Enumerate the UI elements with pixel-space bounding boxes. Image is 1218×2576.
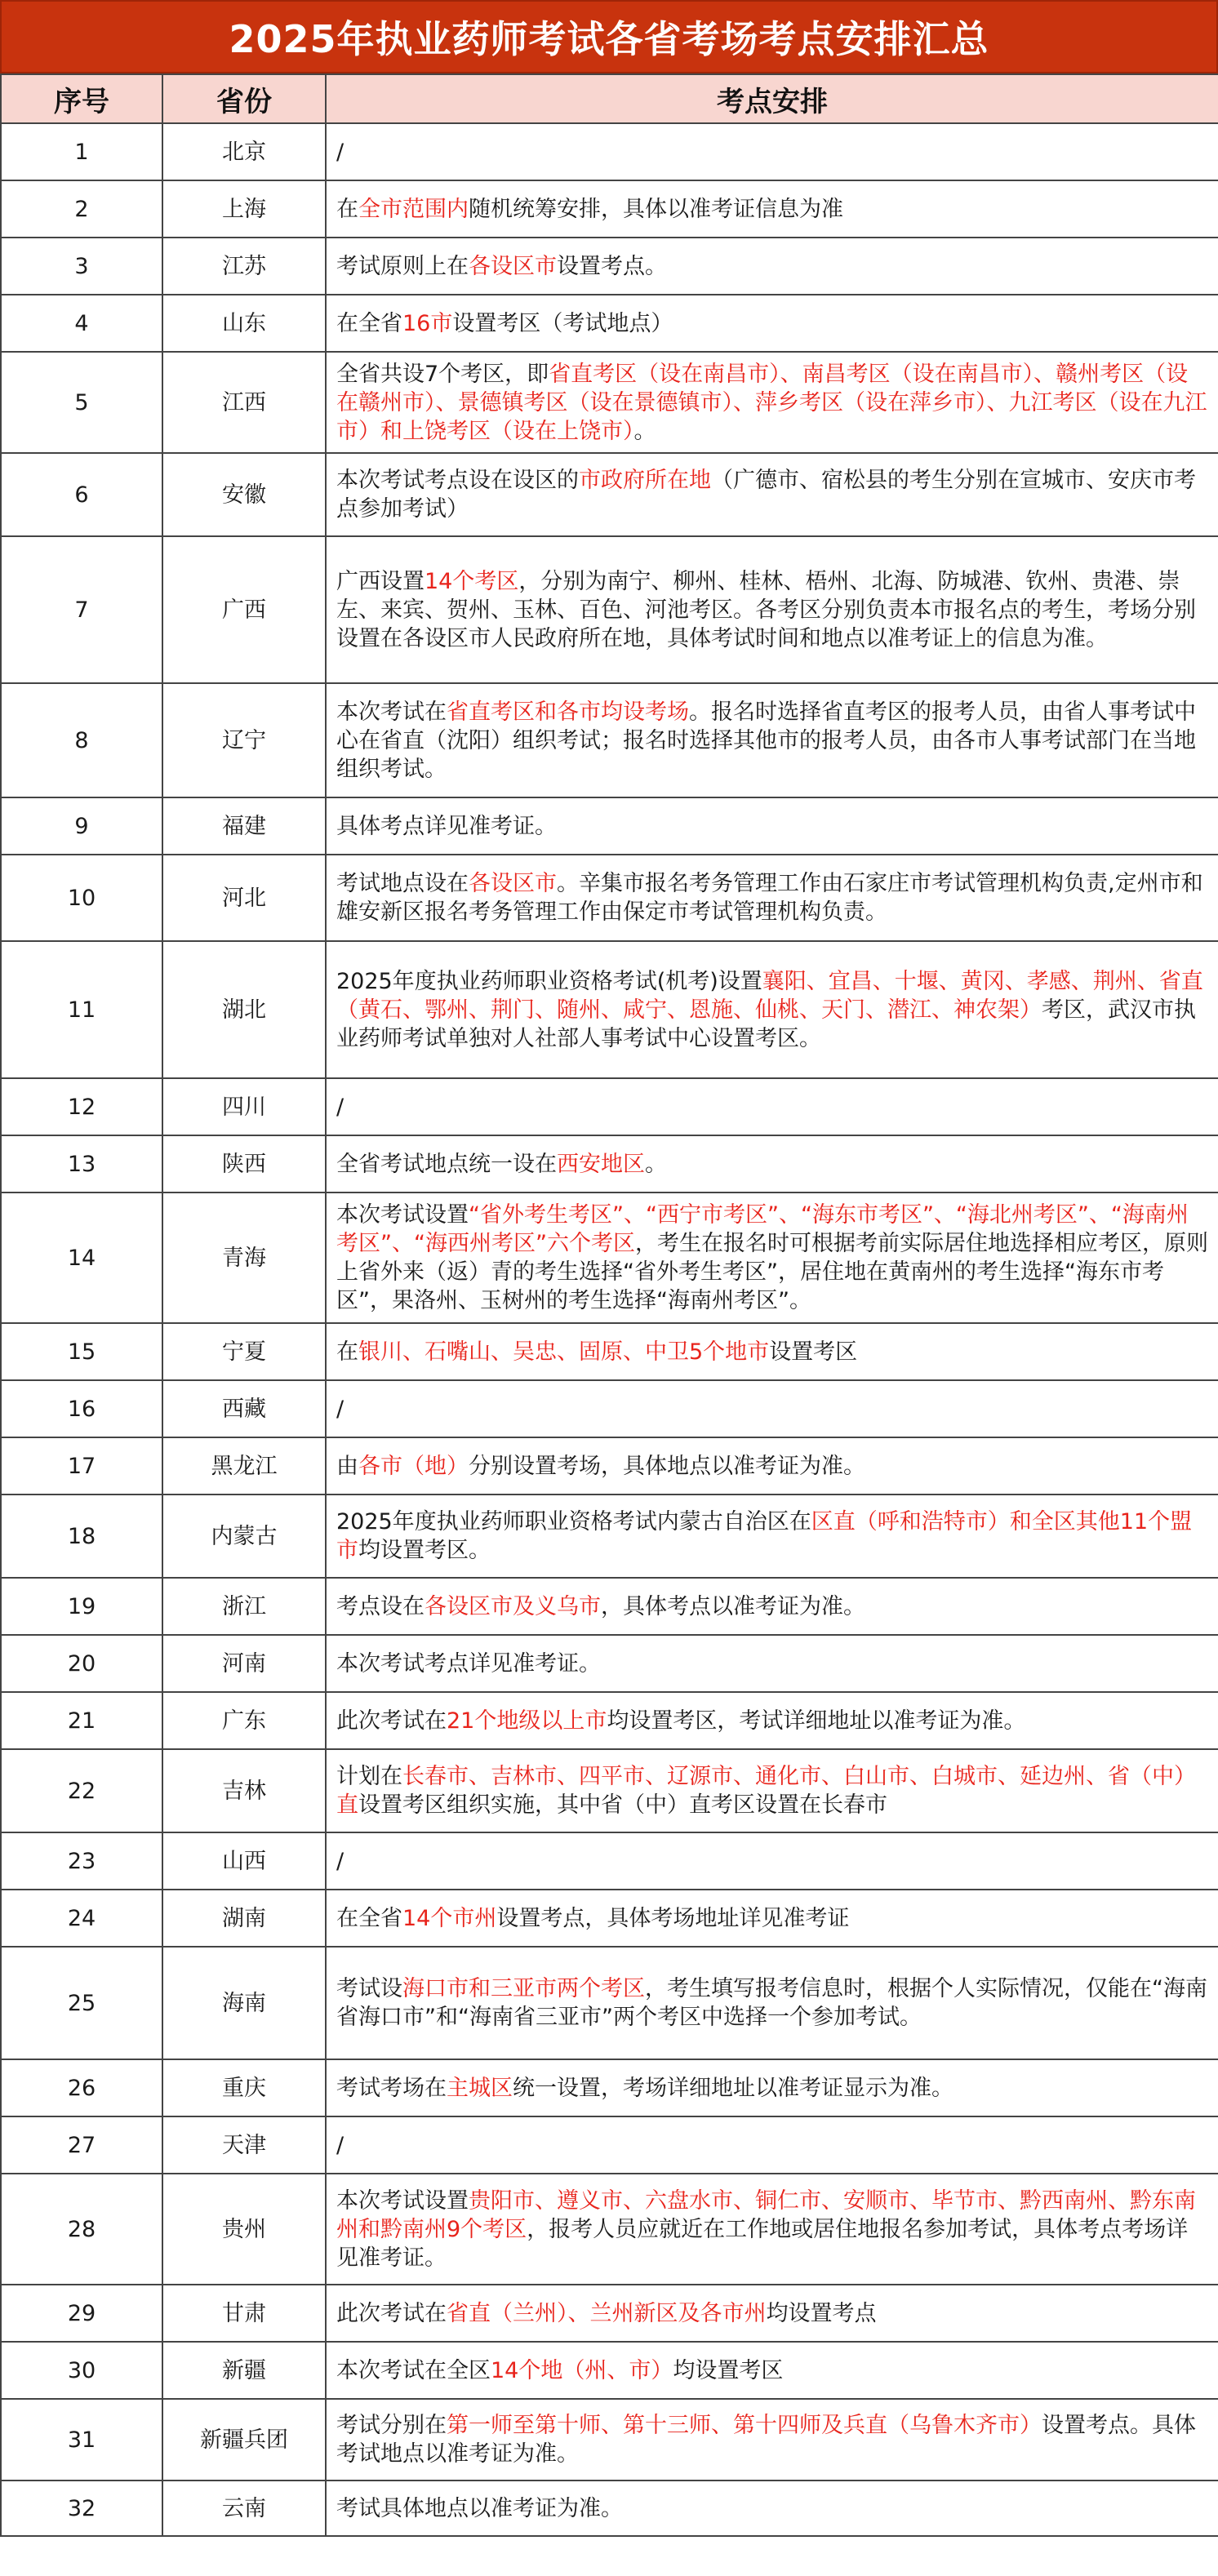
row-number: 14 xyxy=(1,1193,162,1323)
row-arrangement xyxy=(326,2399,1218,2481)
row-number: 29 xyxy=(1,2285,162,2342)
plain-text: 考试具体地点以准考证为准。 xyxy=(336,2495,623,2521)
row-arrangement xyxy=(326,1578,1218,1635)
row-number: 26 xyxy=(1,2059,162,2116)
row-number: 18 xyxy=(1,1495,162,1578)
row-arrangement xyxy=(326,1380,1218,1437)
highlight-text: 西安地区 xyxy=(557,1151,645,1177)
plain-text: ，考生填写报考信息时，根据个人实际情况，仅能在“海南省海口市”和“海南省三亚市”两个考区中选择一个参加考试。 xyxy=(336,1976,1207,2030)
row-number: 7 xyxy=(1,536,162,683)
table-row xyxy=(1,1380,1218,1437)
plain-text: 考点设在 xyxy=(336,1593,425,1619)
plain-text: 均设置考区。 xyxy=(358,1538,491,1563)
highlight-text: 各设区市 xyxy=(469,871,557,896)
row-number: 22 xyxy=(1,1749,162,1832)
plain-text: 考试考场在 xyxy=(336,2075,447,2101)
plain-text: 均设置考点 xyxy=(766,2300,877,2326)
row-number: 3 xyxy=(1,238,162,295)
table-row xyxy=(1,2116,1218,2174)
row-arrangement xyxy=(326,1135,1218,1193)
row-arrangement xyxy=(326,1890,1218,1947)
row-number: 21 xyxy=(1,1692,162,1749)
plain-text: 本次考试在全区 xyxy=(336,2357,491,2383)
plain-text: 设置考区组织实施，其中省（中）直考区设置在长春市 xyxy=(358,1792,887,1818)
row-number: 4 xyxy=(1,295,162,352)
row-province: 天津 xyxy=(162,2116,326,2174)
plain-text: 均设置考区 xyxy=(673,2357,784,2383)
plain-text: 随机统筹安排，具体以准考证信息为准 xyxy=(469,196,843,222)
row-arrangement xyxy=(326,2342,1218,2399)
plain-text: 在 xyxy=(336,196,358,222)
plain-text: 。 xyxy=(645,1151,667,1177)
row-number: 5 xyxy=(1,352,162,453)
highlight-text: 第一师至第十师、第十三师、第十四师及兵直（乌鲁木齐市） xyxy=(447,2413,1042,2438)
row-province: 河南 xyxy=(162,1635,326,1692)
table-row xyxy=(1,1078,1218,1135)
plain-text: 均设置考区，考试详细地址以准考证为准。 xyxy=(607,1708,1026,1734)
plain-text: 。辛集市报名考务管理工作由石家庄市考试管理机构负责,定州市和雄安新区报名考务管理工作由保定市考试管理机构负责。 xyxy=(336,871,1203,925)
row-province: 宁夏 xyxy=(162,1323,326,1380)
exam-site-table xyxy=(0,73,1218,2537)
highlight-text: 各设区市及义乌市 xyxy=(425,1593,601,1619)
row-number: 17 xyxy=(1,1437,162,1495)
highlight-text: “省外考生考区”、“西宁市考区”、“海东市考区”、“海北州考区”、“海南州考区”、“海西州考区”六个考区 xyxy=(336,1202,1189,1256)
table-row xyxy=(1,1135,1218,1193)
plain-text: / xyxy=(336,139,345,165)
row-arrangement xyxy=(326,453,1218,536)
row-province: 广西 xyxy=(162,536,326,683)
table-row xyxy=(1,1890,1218,1947)
row-number: 30 xyxy=(1,2342,162,2399)
row-arrangement xyxy=(326,180,1218,238)
plain-text: 。报名时选择省直考区的报考人员，由省人事考试中心在省直（沈阳）组织考试；报名时选择其他市的报考人员，由各市人事考试部门在当地组织考试。 xyxy=(336,699,1196,782)
table-row xyxy=(1,941,1218,1078)
row-arrangement xyxy=(326,295,1218,352)
row-arrangement xyxy=(326,123,1218,180)
header-num: 序号 xyxy=(1,74,162,123)
row-number: 8 xyxy=(1,683,162,797)
table-row xyxy=(1,2285,1218,2342)
row-arrangement xyxy=(326,352,1218,453)
row-number: 19 xyxy=(1,1578,162,1635)
table-row xyxy=(1,1635,1218,1692)
row-province: 海南 xyxy=(162,1947,326,2059)
plain-text: 具体考点详见准考证。 xyxy=(336,813,557,839)
highlight-text: 各市（地） xyxy=(358,1453,469,1479)
plain-text: 考试分别在 xyxy=(336,2413,447,2438)
row-arrangement xyxy=(326,797,1218,855)
plain-text: 此次考试在 xyxy=(336,1708,447,1734)
plain-text: / xyxy=(336,1848,345,1874)
plain-text: ，具体考点以准考证为准。 xyxy=(601,1593,865,1619)
row-arrangement xyxy=(326,2174,1218,2285)
table-row xyxy=(1,2399,1218,2481)
highlight-text: 区直（呼和浩特市）和全区其他11个盟市 xyxy=(336,1509,1193,1563)
row-arrangement xyxy=(326,1749,1218,1832)
highlight-text: 全市范围内 xyxy=(358,196,469,222)
plain-text: 分别设置考场，具体地点以准考证为准。 xyxy=(469,1453,865,1479)
highlight-text: 贵阳市、遵义市、六盘水市、铜仁市、安顺市、毕节市、黔西南州、黔东南州和黔南州9个考区 xyxy=(336,2187,1196,2242)
row-arrangement xyxy=(326,1832,1218,1890)
row-province: 湖北 xyxy=(162,941,326,1078)
row-province: 陕西 xyxy=(162,1135,326,1193)
plain-text: 考试地点设在 xyxy=(336,871,469,896)
row-number: 24 xyxy=(1,1890,162,1947)
highlight-text: 省直考区（设在南昌市）、南昌考区（设在南昌市）、赣州考区（设在赣州市）、景德镇考区（设在景德镇市）、萍乡考区（设在萍乡市）、九江考区（设在九江市）和上饶考区（设在上饶市） xyxy=(336,361,1207,444)
row-number: 28 xyxy=(1,2174,162,2285)
highlight-text: 14个地（州、市） xyxy=(491,2357,673,2383)
row-number: 2 xyxy=(1,180,162,238)
row-arrangement xyxy=(326,1947,1218,2059)
table-row xyxy=(1,683,1218,797)
highlight-text: 主城区 xyxy=(447,2075,513,2101)
row-arrangement xyxy=(326,2059,1218,2116)
plain-text: ，报考人员应就近在工作地或居住地报名参加考试，具体考点考场详见准考证。 xyxy=(336,2216,1189,2271)
row-arrangement xyxy=(326,1692,1218,1749)
table-row xyxy=(1,180,1218,238)
plain-text: 考试设 xyxy=(336,1976,402,2001)
table-row xyxy=(1,1437,1218,1495)
plain-text: 设置考区 xyxy=(769,1339,858,1365)
row-arrangement xyxy=(326,1635,1218,1692)
row-arrangement xyxy=(326,855,1218,941)
table-row xyxy=(1,1692,1218,1749)
plain-text: 本次考试设置 xyxy=(336,1202,469,1228)
table-row xyxy=(1,238,1218,295)
plain-text: 2025年度执业药师职业资格考试内蒙古自治区在 xyxy=(336,1509,811,1534)
row-province: 河北 xyxy=(162,855,326,941)
highlight-text: 银川、石嘴山、吴忠、固原、中卫5个地市 xyxy=(358,1339,770,1365)
highlight-text: 海口市和三亚市两个考区 xyxy=(402,1976,645,2001)
table-row xyxy=(1,123,1218,180)
highlight-text: 各设区市 xyxy=(469,253,557,279)
row-arrangement xyxy=(326,238,1218,295)
plain-text: 本次考试设置 xyxy=(336,2187,469,2214)
highlight-text: 21个地级以上市 xyxy=(447,1708,607,1734)
row-arrangement xyxy=(326,2285,1218,2342)
plain-text: 设置考点，具体考场地址详见准考证 xyxy=(496,1905,850,1931)
row-arrangement xyxy=(326,1078,1218,1135)
row-province: 辽宁 xyxy=(162,683,326,797)
highlight-text: 襄阳、宜昌、十堰、黄冈、孝感、荆州、省直（黄石、鄂州、荆门、随州、咸宁、恩施、仙桃、天门、潜江、神农架） xyxy=(336,968,1203,1023)
row-province: 西藏 xyxy=(162,1380,326,1437)
plain-text: 由 xyxy=(336,1453,358,1479)
row-province: 福建 xyxy=(162,797,326,855)
highlight-text: 市政府所在地 xyxy=(579,468,711,493)
row-province: 山东 xyxy=(162,295,326,352)
highlight-text: 16市 xyxy=(402,310,453,336)
table-row xyxy=(1,855,1218,941)
row-number: 15 xyxy=(1,1323,162,1380)
table-row xyxy=(1,1495,1218,1578)
table-row xyxy=(1,453,1218,536)
row-arrangement xyxy=(326,536,1218,683)
plain-text: 本次考试在 xyxy=(336,699,447,725)
row-province: 内蒙古 xyxy=(162,1495,326,1578)
table-row xyxy=(1,2342,1218,2399)
row-province: 青海 xyxy=(162,1193,326,1323)
highlight-text: 长春市、吉林市、四平市、辽源市、通化市、白山市、白城市、延边州、省（中）直 xyxy=(336,1764,1196,1818)
row-arrangement xyxy=(326,941,1218,1078)
table-row xyxy=(1,1193,1218,1323)
row-province: 云南 xyxy=(162,2481,326,2536)
plain-text: 在 xyxy=(336,1339,358,1365)
table-row xyxy=(1,352,1218,453)
table-row xyxy=(1,797,1218,855)
plain-text: ，考生在报名时可根据考前实际居住地选择相应考区，原则上省外来（返）青的考生选择“省外考生考区”，居住地在黄南州的考生选择“海东市考区”，果洛州、玉树州的考生选择“海南州考区”。 xyxy=(336,1231,1208,1313)
plain-text: 设置考点。 xyxy=(557,253,667,279)
row-number: 12 xyxy=(1,1078,162,1135)
plain-text: 计划在 xyxy=(336,1764,402,1789)
row-number: 31 xyxy=(1,2399,162,2481)
highlight-text: 省直考区和各市均设考场 xyxy=(447,699,689,725)
table-row xyxy=(1,1749,1218,1832)
sheet-title: 2025年执业药师考试各省考场考点安排汇总 xyxy=(0,0,1218,73)
plain-text: 广西设置 xyxy=(336,568,425,594)
plain-text: （广德市、宿松县的考生分别在宣城市、安庆市考点参加考试） xyxy=(336,468,1196,522)
row-province: 江西 xyxy=(162,352,326,453)
row-arrangement xyxy=(326,1437,1218,1495)
plain-text: 本次考试考点详见准考证。 xyxy=(336,1650,601,1677)
highlight-text: 省直（兰州）、兰州新区及各市州 xyxy=(447,2300,767,2326)
row-province: 江苏 xyxy=(162,238,326,295)
row-number: 1 xyxy=(1,123,162,180)
row-province: 吉林 xyxy=(162,1749,326,1832)
row-province: 四川 xyxy=(162,1078,326,1135)
row-number: 10 xyxy=(1,855,162,941)
plain-text: 。 xyxy=(633,418,656,444)
row-province: 浙江 xyxy=(162,1578,326,1635)
table-body xyxy=(1,123,1218,2536)
highlight-text: 14个市州 xyxy=(402,1905,497,1931)
row-province: 山西 xyxy=(162,1832,326,1890)
row-arrangement xyxy=(326,1323,1218,1380)
table-row xyxy=(1,1947,1218,2059)
row-province: 重庆 xyxy=(162,2059,326,2116)
plain-text: 全省共设7个考区，即 xyxy=(336,361,549,387)
row-province: 甘肃 xyxy=(162,2285,326,2342)
plain-text: / xyxy=(336,1396,345,1422)
row-arrangement xyxy=(326,683,1218,797)
row-arrangement xyxy=(326,2116,1218,2174)
table-row xyxy=(1,536,1218,683)
row-number: 16 xyxy=(1,1380,162,1437)
row-number: 27 xyxy=(1,2116,162,2174)
plain-text: 在全省 xyxy=(336,1905,402,1931)
plain-text: 在全省 xyxy=(336,310,402,336)
header-arrangement: 考点安排 xyxy=(326,74,1218,123)
plain-text: 考试原则上在 xyxy=(336,253,469,279)
row-province: 新疆兵团 xyxy=(162,2399,326,2481)
row-number: 20 xyxy=(1,1635,162,1692)
table-row xyxy=(1,1832,1218,1890)
plain-text: 此次考试在 xyxy=(336,2300,447,2326)
table-row xyxy=(1,2174,1218,2285)
row-province: 新疆 xyxy=(162,2342,326,2399)
row-province: 黑龙江 xyxy=(162,1437,326,1495)
row-number: 32 xyxy=(1,2481,162,2536)
plain-text: / xyxy=(336,2132,345,2158)
row-province: 上海 xyxy=(162,180,326,238)
row-number: 11 xyxy=(1,941,162,1078)
plain-text: 考区，武汉市执业药师考试单独对人社部人事考试中心设置考区。 xyxy=(336,997,1196,1051)
plain-text: 设置考区（考试地点） xyxy=(452,310,673,336)
row-province: 湖南 xyxy=(162,1890,326,1947)
table-row xyxy=(1,295,1218,352)
row-province: 北京 xyxy=(162,123,326,180)
row-arrangement xyxy=(326,1495,1218,1578)
row-number: 6 xyxy=(1,453,162,536)
row-number: 13 xyxy=(1,1135,162,1193)
row-province: 广东 xyxy=(162,1692,326,1749)
table-row xyxy=(1,2481,1218,2536)
row-number: 25 xyxy=(1,1947,162,2059)
table-row xyxy=(1,1323,1218,1380)
table-row xyxy=(1,2059,1218,2116)
highlight-text: 14个考区 xyxy=(425,568,519,594)
plain-text: 设置考点。具体考试地点以准考证为准。 xyxy=(336,2413,1196,2467)
row-province: 贵州 xyxy=(162,2174,326,2285)
header-row xyxy=(1,74,1218,123)
plain-text: / xyxy=(336,1094,345,1120)
row-number: 9 xyxy=(1,797,162,855)
row-arrangement xyxy=(326,1193,1218,1323)
header-province: 省份 xyxy=(162,74,326,123)
table-row xyxy=(1,1578,1218,1635)
plain-text: 统一设置，考场详细地址以准考证显示为准。 xyxy=(513,2075,954,2101)
plain-text: 本次考试考点设在设区的 xyxy=(336,468,579,493)
plain-text: ，分别为南宁、柳州、桂林、梧州、北海、防城港、钦州、贵港、崇左、来宾、贺州、玉林、百色、河池考区。各考区分别负责本市报名点的考生，考场分别设置在各设区市人民政府所在地，具体考试时间和地点以准考证上的信息为准。 xyxy=(336,568,1196,651)
row-arrangement xyxy=(326,2481,1218,2536)
row-province: 安徽 xyxy=(162,453,326,536)
row-number: 23 xyxy=(1,1832,162,1890)
plain-text: 全省考试地点统一设在 xyxy=(336,1151,557,1177)
plain-text: 2025年度执业药师职业资格考试(机考)设置 xyxy=(336,968,762,994)
